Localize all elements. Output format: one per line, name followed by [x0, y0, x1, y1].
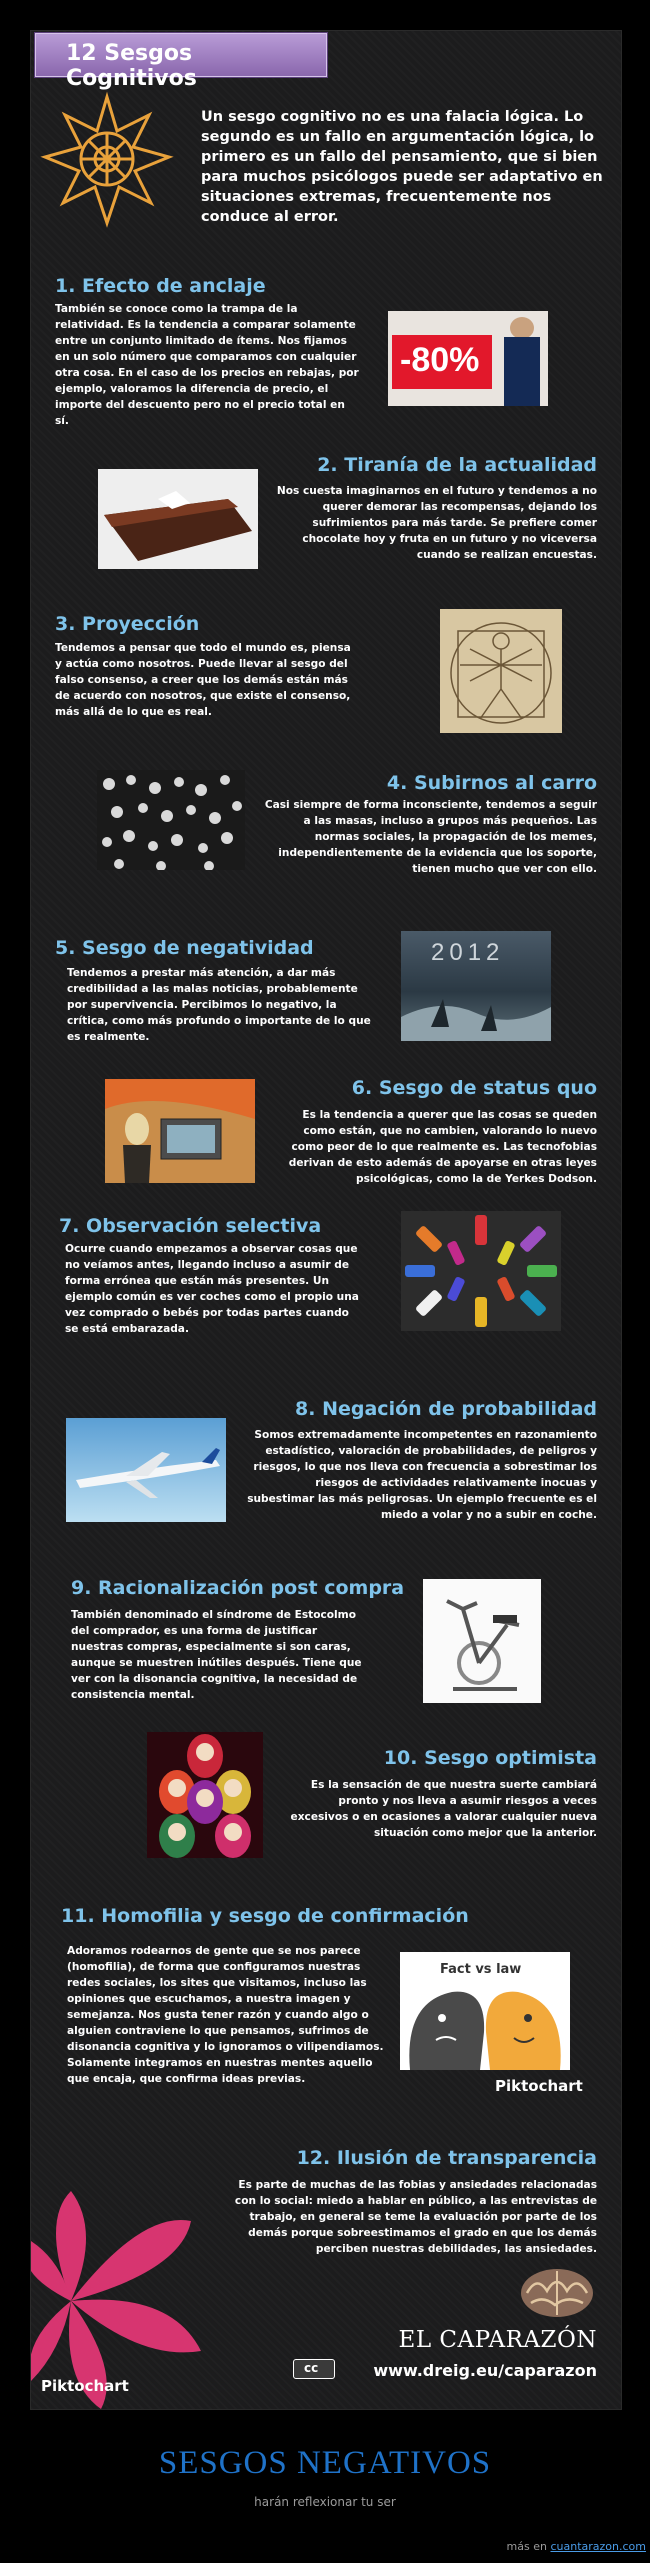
section-1-heading: 1. Efecto de anclaje [55, 275, 266, 297]
sale-photo [388, 311, 548, 406]
movie-poster-photo [401, 931, 551, 1041]
section-1-text: También se conoce como la trampa de la relatividad. Es la tendencia a comparar solamente entre un conjunto limitado de ítems. Nos fijamos en un solo número que comparamos con cualquier otra cosa. En el caso de los precios en rebajas, por ejemplo, valoramos la diferencia de precio, el importe del descuento pero no el precio total en sí. [55, 303, 359, 427]
section-11-text: Adoramos rodearnos de gente que se nos parece (homofilia), de forma que configuramos nuestras redes sociales, los sites que visitamos, incluso las opiniones que escuchamos, a nuestra imagen y semejanza. Nos gusta tener razón y cuando algo o alguien contraviene lo que pensamos, sufrimos de disonancia cognitiva y lo ignoramos o vilipendiamos. Solamente integramos en nuestras mentes aquello que encaja, que confirma ideas previas. [67, 1945, 384, 2085]
scream-computer-photo [105, 1079, 255, 1183]
brain-icon [517, 2265, 597, 2321]
sale-badge: -80% [400, 341, 480, 379]
brand-url-link[interactable]: www.dreig.eu/caparazon [373, 2361, 597, 2380]
movie-title: 2012 [431, 939, 505, 966]
sale-sign [392, 335, 492, 389]
model-coat [504, 337, 540, 406]
vitruvian-photo [440, 609, 562, 733]
section-12-text: Es parte de muchas de las fobias y ansiedades relacionadas con lo social: miedo a hablar en público, a las entrevistas de trabajo, en general se teme la evaluación por parte de los demás porque sobreestimamos el grado en que los demás perciben nuestras debilidades, las ansiedades. [234, 2179, 597, 2255]
section-11-heading: 11. Homofilia y sesgo de confirmación [61, 1905, 469, 1927]
matryoshka-photo [147, 1732, 263, 1858]
section-12-heading: 12. Ilusión de transparencia [296, 2147, 597, 2169]
section-7-heading: 7. Observación selectiva [59, 1215, 322, 1237]
poster-title: 12 Sesgos Cognitivos [66, 41, 197, 91]
model-head [510, 317, 534, 339]
page-subtitle: harán reflexionar tu ser [254, 2495, 396, 2509]
flower-icon [31, 2181, 221, 2409]
section-8-heading: 8. Negación de probabilidad [295, 1398, 597, 1420]
intro-paragraph: Un sesgo cognitivo no es una falacia lógica. Lo segundo es un fallo en argumentación lógica, lo primero es un fallo del pensamiento, que si bien para muchos psicólogos puede ser adaptativo en situaciones extremas, frecuentemente nos conduce al error. [201, 109, 603, 225]
page-title: SESGOS NEGATIVOS [158, 2445, 492, 2481]
section-9-heading: 9. Racionalización post compra [71, 1577, 405, 1599]
section-10-heading: 10. Sesgo optimista [383, 1747, 597, 1769]
infographic-poster [30, 30, 622, 2410]
section-8-text: Somos extremadamente incompetentes en razonamiento estadístico, valoración de probabilidades, de peligros y riesgos, lo que nos lleva con frecuencia a sobrestimar los riesgos de actividades relativamente inocuas y subestimar las más peligrosas. Un ejemplo frecuente es el miedo a volar y no a subir en coche. [247, 1429, 597, 1521]
piktochart-logo-right: Piktochart [495, 2077, 583, 2095]
section-10-text: Es la sensación de que nuestra suerte cambiará pronto y nos lleva a asumir riesgos a veces excesivos o en ocasiones a valorar cualquier nueva situación como mejor que la anterior. [290, 1779, 597, 1839]
section-7-text: Ocurre cuando empezamos a observar cosas que no veíamos antes, llegando incluso a asumir de forma errónea que están más presentes. Un ejemplo común es ver coches como el propio una vez comprado o bebés por todas partes cuando se está embarazada. [65, 1243, 359, 1335]
crowd-photo [97, 770, 245, 870]
creative-commons-icon: cc [293, 2359, 335, 2379]
credit-prefix: más en [506, 2540, 547, 2553]
title-ribbon [35, 33, 327, 91]
section-4-heading: 4. Subirnos al carro [386, 772, 597, 794]
cars-photo [401, 1211, 561, 1331]
section-2-heading: 2. Tiranía de la actualidad [317, 454, 597, 476]
section-4-text: Casi siempre de forma inconsciente, tendemos a seguir a las masas, incluso a grupos más pequeños. Las normas sociales, la propagación de los memes, independientemente de la evidencia que los soporte, tienen mucho que ver con ello. [264, 799, 597, 875]
section-3-heading: 3. Proyección [55, 613, 200, 635]
section-6-heading: 6. Sesgo de status quo [351, 1077, 597, 1099]
fact-vs-law-photo [400, 1952, 570, 2070]
source-credit [507, 2540, 646, 2553]
section-9-text: También denominado el síndrome de Estocolmo del comprador, es una forma de justificar nuestras compras, especialmente si son caras, aunque se muestren inútiles después. Tiene que ver con la disonancia cognitiva, la necesidad de consistencia mental. [71, 1609, 362, 1701]
section-6-text: Es la tendencia a querer que las cosas se queden como están, que no cambien, valorando lo nuevo como peor de lo que realmente es. Las tecnofobias derivan de esto además de apoyarse en otras leyes psicológicas, como la de Yerkes Dodson. [288, 1109, 597, 1185]
exercise-bike-photo [423, 1579, 541, 1703]
credit-link[interactable]: cuantarazon.com [550, 2540, 646, 2553]
cake-photo [98, 469, 258, 569]
brand-name: EL CAPARAZÓN [398, 2327, 597, 2353]
section-5-text: Tendemos a prestar más atención, a dar más credibilidad a las malas noticias, probablemente por supervivencia. Percibimos lo negativo, la crítica, como más profundo o importante de lo que es realmente. [67, 967, 371, 1043]
section-5-heading: 5. Sesgo de negatividad [55, 937, 314, 959]
section-2-text: Nos cuesta imaginarnos en el futuro y tendemos a no querer demorar las recompensas, dejando los sufrimientos para más tarde. Se prefiere comer chocolate hoy y fruta en un futuro y no viceversa cuando se realizan encuestas. [276, 485, 597, 561]
piktochart-logo-left: Piktochart [41, 2377, 129, 2395]
airplane-photo [66, 1418, 226, 1522]
mandala-icon [37, 91, 177, 231]
section-3-text: Tendemos a pensar que todo el mundo es, piensa y actúa como nosotros. Puede llevar al sesgo del falso consenso, a creer que los demás están más de acuerdo con nosotros, que existe el consenso, más allá de lo que es real. [55, 642, 351, 718]
fact-vs-law-text: Fact vs law [440, 1962, 522, 1977]
